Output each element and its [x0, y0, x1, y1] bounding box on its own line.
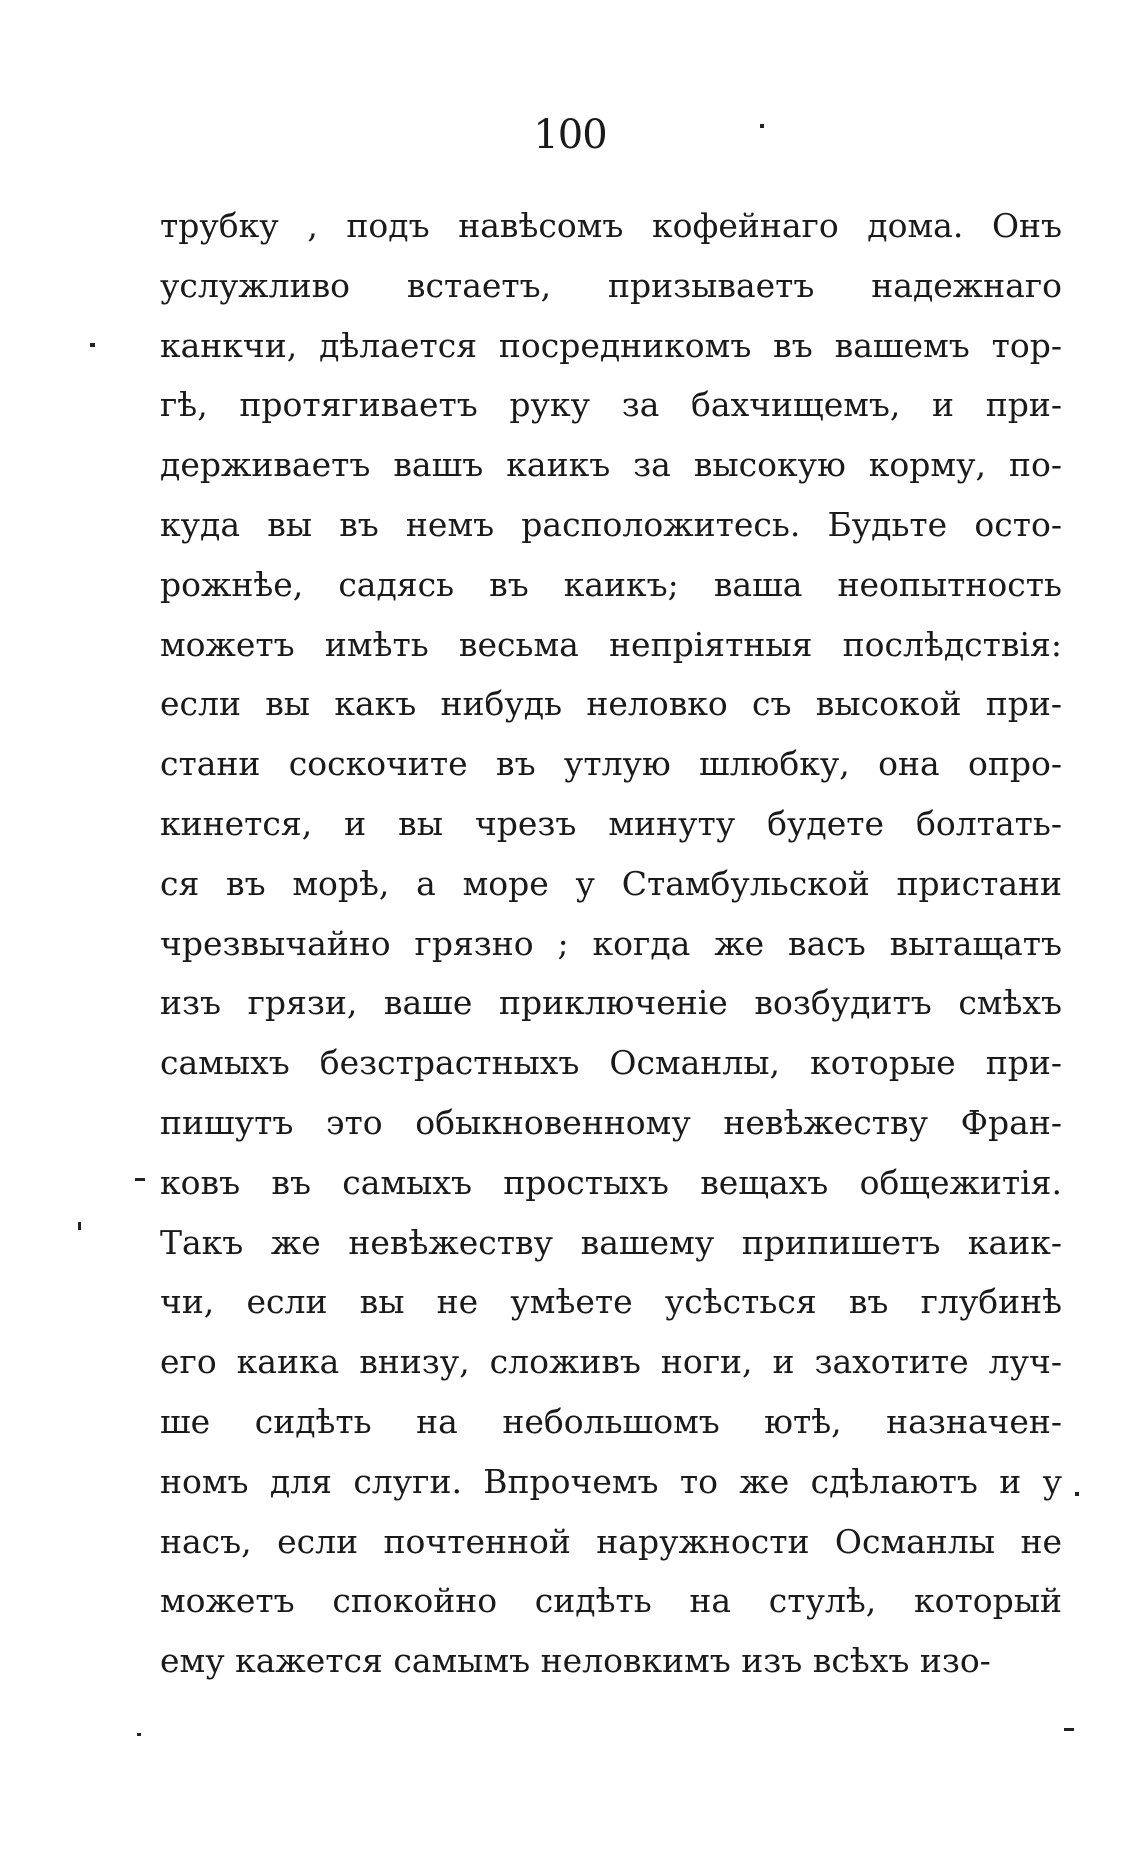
- text-line: его каика внизу, сложивъ ноги, и захотите луч-: [160, 1342, 1062, 1382]
- print-speck: [1075, 1492, 1079, 1496]
- page-body-text: [160, 196, 1062, 1691]
- text-line: чи, если вы не умѣете усѣсться въ глубинѣ: [160, 1282, 1062, 1322]
- text-line: держиваетъ вашъ каикъ за высокую корму, по-: [160, 445, 1062, 485]
- text-line: номъ для слуги. Впрочемъ то же сдѣлаютъ и у: [160, 1461, 1062, 1501]
- text-line: кинется, и вы чрезъ минуту будете болтать-: [160, 803, 1062, 843]
- print-speck: [135, 1178, 145, 1181]
- print-speck: [137, 1733, 141, 1736]
- text-line: ему кажется самымъ неловкимъ изъ всѣхъ изо-: [160, 1641, 991, 1681]
- page-number: 100: [533, 112, 607, 158]
- text-line: можетъ спокойно сидѣть на стулѣ, который: [160, 1581, 1062, 1621]
- text-line: ше сидѣть на небольшомъ ютѣ, назначен-: [160, 1401, 1062, 1441]
- print-speck: [1064, 1728, 1074, 1731]
- text-line: пишутъ это обыкновенному невѣжеству Фран-: [160, 1102, 1062, 1142]
- print-speck: [760, 124, 764, 128]
- text-line: можетъ имѣть весьма непріятныя послѣдствія:: [160, 624, 1062, 664]
- text-line: самыхъ безстрастныхъ Османлы, которые при-: [160, 1043, 1062, 1083]
- text-line: канкчи, дѣлается посредникомъ въ вашемъ тор-: [160, 325, 1062, 365]
- text-line: услужливо встаетъ, призываетъ надежнаго: [160, 265, 1062, 305]
- text-line: куда вы въ немъ расположитесь. Будьте осто-: [160, 504, 1062, 544]
- text-line: рожнѣе, садясь въ каикъ; ваша неопытность: [160, 564, 1062, 604]
- text-line: если вы какъ нибудь неловко съ высокой при-: [160, 684, 1062, 724]
- text-line: Такъ же невѣжеству вашему припишетъ каик-: [160, 1222, 1062, 1262]
- text-line: гѣ, протягиваетъ руку за бахчищемъ, и при-: [160, 385, 1062, 425]
- text-line: ковъ въ самыхъ простыхъ вещахъ общежитія.: [160, 1162, 1062, 1202]
- print-speck: [78, 1222, 81, 1230]
- text-line: ся въ морѣ, а море у Стамбульской пристани: [160, 863, 1062, 903]
- text-line: насъ, если почтенной наружности Османлы не: [160, 1521, 1062, 1561]
- text-line: изъ грязи, ваше приключеніе возбудитъ смѣхъ: [160, 983, 1062, 1023]
- text-line: стани соскочите въ утлую шлюбку, она опро-: [160, 744, 1062, 784]
- text-line: трубку , подъ навѣсомъ кофейнаго дома. Онъ: [160, 206, 1062, 245]
- print-speck: [90, 343, 95, 347]
- text-line: чрезвычайно грязно ; когда же васъ вытащатъ: [160, 923, 1062, 963]
